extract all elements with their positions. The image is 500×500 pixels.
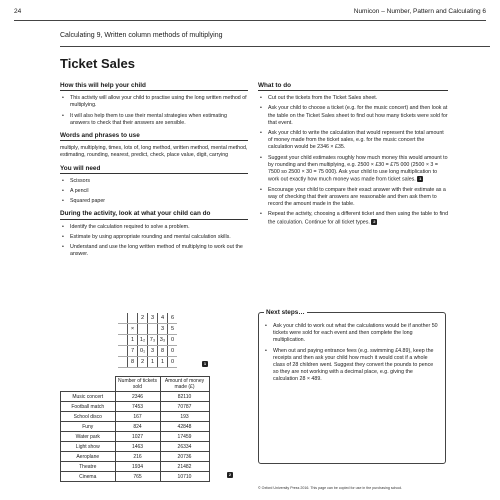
table-cell: × [128, 324, 138, 335]
step-badge: 1 [419, 176, 422, 182]
todo-heading: What to do [258, 82, 448, 91]
table-row [61, 412, 210, 422]
table-row [61, 432, 210, 442]
book-title: Numicon – Number, Pattern and Calculating 6 [353, 8, 486, 15]
table-cell: 70787 [160, 402, 209, 412]
header-divider [14, 20, 486, 21]
table-cell [148, 324, 158, 335]
table-row [61, 402, 210, 412]
table-cell: 765 [115, 472, 160, 482]
list-item: • This activity will allow your child to practise using the long written method of multiplying. [60, 95, 248, 109]
copyright-notice: © Oxford University Press 2016. This page can be copied for use in the purchasing school. [258, 486, 403, 490]
table-cell: 0 [168, 335, 178, 346]
column-header [61, 377, 116, 392]
table-cell: School disco [61, 412, 116, 422]
page-number: 24 [14, 8, 22, 15]
help-list [60, 95, 248, 127]
table-cell: 2 [138, 357, 148, 368]
step-badge: 2 [373, 218, 376, 224]
table-cell: 0 [168, 357, 178, 368]
table-cell: 6 [168, 313, 178, 324]
table-row [61, 392, 210, 402]
table-cell: 7₃ [148, 335, 158, 346]
list-item: • When out and paying entrance fees (e.g. swimming £4.89), keep the receipts and then ask your child how much it would cost if a whole class of 28 children went. Suggest they convert the pounds to pence so they are not working with a decimal place, e.g. giving the calculation 28 × 489. [263, 348, 439, 384]
table-cell: 3 [148, 313, 158, 324]
table-cell: 4 [158, 313, 168, 324]
table-cell [118, 335, 128, 346]
table-row [61, 462, 210, 472]
table-cell: 1 [148, 357, 158, 368]
list-item: • Estimate by using appropriate rounding and mental calculation skills. [60, 234, 248, 241]
list-item: • Encourage your child to compare their exact answer with their estimate as a way of checking that their answers are reasonable and then ask them to record the amount made in the table. [258, 187, 448, 209]
table-cell: 17459 [160, 432, 209, 442]
table-cell [118, 313, 128, 324]
table-cell: 26334 [160, 442, 209, 452]
table-cell: 5 [168, 324, 178, 335]
table-cell: 8 [158, 346, 168, 357]
look-heading: During the activity, look at what your child can do [60, 210, 248, 219]
table-cell: Light show [61, 442, 116, 452]
grid-row [118, 313, 177, 324]
grid-row [118, 324, 177, 335]
grid-row [118, 335, 177, 346]
ticket-table [60, 376, 210, 482]
table-cell: Aeroplane [61, 452, 116, 462]
table-row [61, 442, 210, 452]
table-cell [118, 357, 128, 368]
left-column [60, 82, 248, 263]
table-cell: 2 [138, 313, 148, 324]
list-item: • Ask your child to choose a ticket (e.g. for the music concert) and then look at the table on the Ticket Sales sheet to find out how many tickets were sold for that event. [258, 105, 448, 127]
table-cell: 824 [115, 422, 160, 432]
list-item: • A pencil [60, 188, 248, 195]
table-cell: 3₃ [158, 335, 168, 346]
table-cell: 0₁ [138, 346, 148, 357]
table-cell: Theatre [61, 462, 116, 472]
help-heading: How this will help your child [60, 82, 248, 91]
next-steps-heading: Next steps… [266, 309, 305, 316]
need-list [60, 178, 248, 206]
list-item: • Ask your child to work out what the calculations would be if another 50 tickets were sold for each event and then complete the long multiplication. [263, 323, 439, 345]
list-item [258, 155, 448, 184]
table-cell: 42848 [160, 422, 209, 432]
table-cell: 167 [115, 412, 160, 422]
table-cell: Cinema [61, 472, 116, 482]
grid-badge: 1 [203, 361, 207, 366]
table-cell: Football match [61, 402, 116, 412]
table-cell: 1₂ [138, 335, 148, 346]
words-heading: Words and phrases to use [60, 132, 248, 141]
todo-text: Repeat the activity, choosing a different ticket and then using the table to find the calculation. Continue for all ticket types. [268, 211, 449, 226]
list-item: • Scissors [60, 178, 248, 185]
table-cell: 7 [128, 346, 138, 357]
table-cell: 1027 [115, 432, 160, 442]
table-cell: 3 [148, 346, 158, 357]
table-cell [128, 313, 138, 324]
table-cell: 216 [115, 452, 160, 462]
table-cell: 1 [128, 335, 138, 346]
table-cell: 20736 [160, 452, 209, 462]
words-text: multiply, multiplying, times, lots of, long method, written method, mental method, estimating, rounding, nearest, predict, check, place value, digit, carrying [60, 145, 248, 159]
list-item: • Ask your child to write the calculation that would represent the total amount of money made from the ticket sales, e.g. for the music concert the calculation would be 2346 × £35. [258, 130, 448, 152]
right-column [258, 82, 448, 231]
table-badge: 2 [228, 472, 232, 477]
look-list [60, 224, 248, 259]
table-cell: 10710 [160, 472, 209, 482]
table-cell: Funy [61, 422, 116, 432]
list-item: • It will also help them to use their mental strategies when estimating answers to check that their answers are sensible. [60, 113, 248, 127]
grid-row [118, 346, 177, 357]
table-cell: 21482 [160, 462, 209, 472]
table-cell: 0 [168, 346, 178, 357]
table-header-row [61, 377, 210, 392]
table-cell: 82110 [160, 392, 209, 402]
table-cell: Water park [61, 432, 116, 442]
section-title: Calculating 9, Written column methods of multiplying [60, 32, 223, 39]
section-divider [60, 46, 490, 47]
list-item: • Squared paper [60, 198, 248, 205]
table-cell: 1 [158, 357, 168, 368]
table-cell: Music concert [61, 392, 116, 402]
next-steps-list [263, 323, 439, 384]
table-cell: 1463 [115, 442, 160, 452]
table-row [61, 452, 210, 462]
column-header: Number of tickets sold [115, 377, 160, 392]
todo-text: Suggest your child estimates roughly how much money this would amount to by rounding and then multiplying, e.g. 2500 × £30 = £75 000 (2500 × 3 = 7500 so 2500 × 30 = 75 000). Ask your child to use long multiplication to work out exactly how much money was made from ticket sales. [268, 154, 448, 183]
table-cell [138, 324, 148, 335]
list-item: • Identify the calculation required to solve a problem. [60, 224, 248, 231]
table-row [61, 422, 210, 432]
table-cell: 7453 [115, 402, 160, 412]
table-cell: 8 [128, 357, 138, 368]
column-header: Amount of money made (£) [160, 377, 209, 392]
list-item [258, 211, 448, 226]
todo-list [258, 95, 448, 226]
list-item: • Cut out the tickets from the Ticket Sales sheet. [258, 95, 448, 102]
table-cell: 193 [160, 412, 209, 422]
need-heading: You will need [60, 165, 248, 174]
multiplication-grid [118, 313, 177, 368]
table-cell: 2346 [115, 392, 160, 402]
next-steps-box [258, 312, 446, 464]
list-item: • Understand and use the long written method of multiplying to work out the answer. [60, 244, 248, 258]
table-row [61, 472, 210, 482]
table-cell [118, 324, 128, 335]
table-cell: 3 [158, 324, 168, 335]
table-cell: 1934 [115, 462, 160, 472]
page-title: Ticket Sales [60, 56, 135, 71]
table-cell [118, 346, 128, 357]
grid-row [118, 357, 177, 368]
